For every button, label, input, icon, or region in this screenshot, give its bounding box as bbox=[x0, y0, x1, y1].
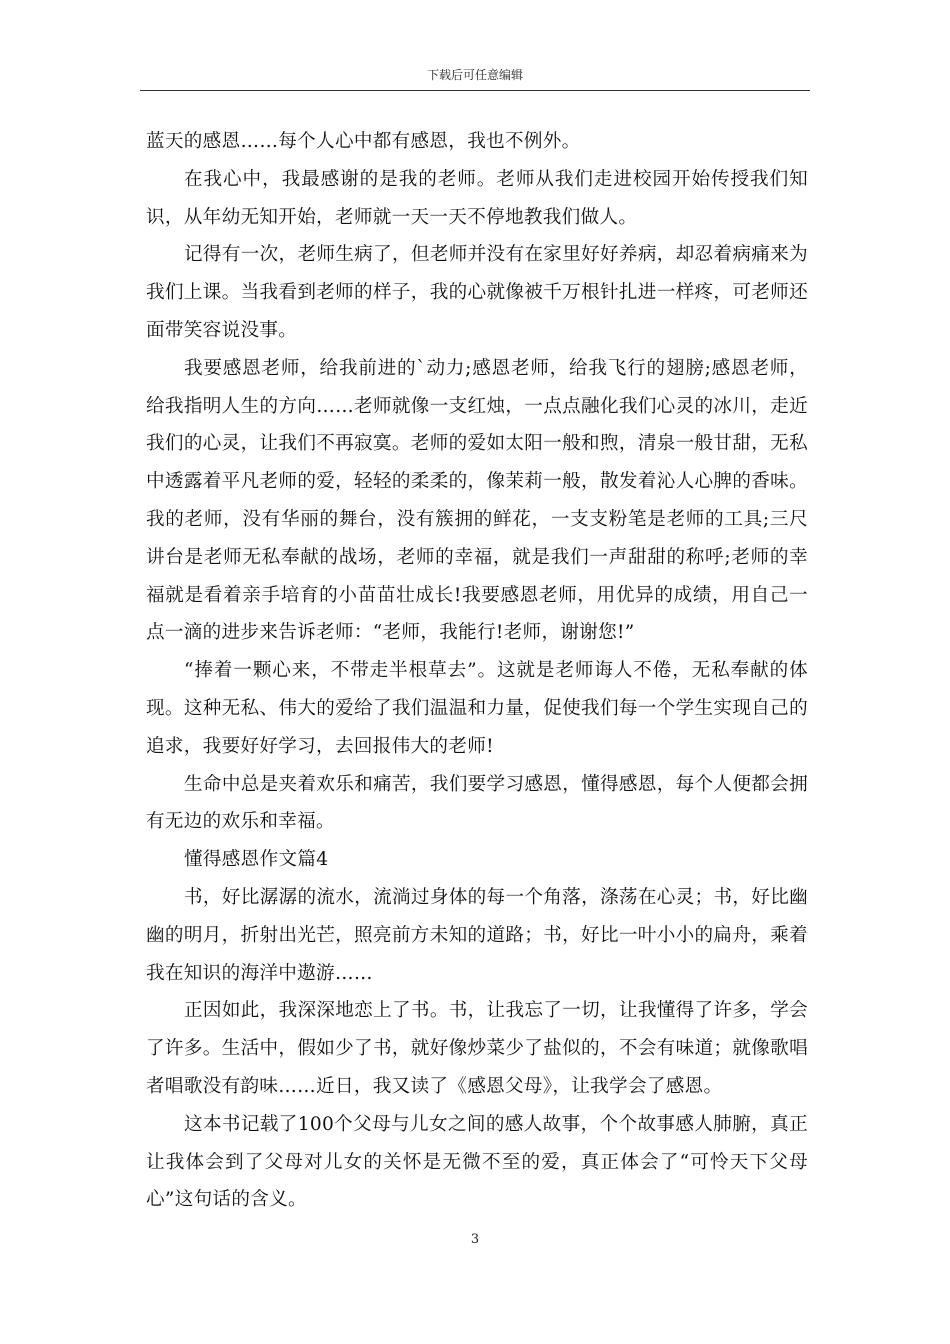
paragraph: 我要感恩老师，给我前进的`动力;感恩老师，给我飞行的翅膀;感恩老师，给我指明人生的方向……老师就像一支红烛，一点点融化我们心灵的冰川，走近我们的心灵，让我们不再寂寞。老师的爱如太阳一般和煦，清泉一般甘甜，无私中透露着平凡老师的爱，轻轻的柔柔的，像茉莉一般，散发着沁人心脾的香味。我的老师，没有华丽的舞台，没有簇拥的鲜花，一支支粉笔是老师的工具;三尺讲台是老师无私奉献的战场，老师的幸福，就是我们一声甜甜的称呼;老师的幸福就是看着亲手培育的小苗苗壮成长!我要感恩老师，用优异的成绩，用自己一点一滴的进步来告诉老师：“老师，我能行!老师，谢谢您!” bbox=[146, 357, 808, 644]
paragraph: 记得有一次，老师生病了，但老师并没有在家里好好养病，却忍着病痛来为我们上课。当我看到老师的样子，我的心就像被千万根针扎进一样疼，可老师还面带笑容说没事。 bbox=[146, 244, 808, 341]
paragraph: “捧着一颗心来，不带走半根草去”。这就是老师诲人不倦，无私奉献的体现。这种无私、伟大的爱给了我们温温和力量，促使我们每一个学生实现自己的追求，我要好好学习，去回报伟大的老师! bbox=[146, 660, 808, 757]
paragraph: 书，好比潺潺的流水，流淌过身体的每一个角落，涤荡在心灵；书，好比幽幽的明月，折射出光芒，照亮前方未知的道路；书，好比一叶小小的扁舟，乘着我在知识的海洋中遨游…… bbox=[146, 886, 808, 984]
document-body bbox=[146, 123, 808, 1219]
paragraph: 在我心中，我最感谢的是我的老师。老师从我们走进校园开始传授我们知识，从年幼无知开始，老师就一天一天不停地教我们做人。 bbox=[146, 168, 808, 228]
page-header: 下载后可任意编辑 bbox=[426, 68, 523, 82]
page-number: 3 bbox=[470, 1232, 480, 1247]
paragraph: 生命中总是夹着欢乐和痛苦，我们要学习感恩，懂得感恩，每个人便都会拥有无边的欢乐和幸福。 bbox=[146, 773, 808, 833]
section-title: 懂得感恩作文篇4 bbox=[184, 849, 329, 871]
paragraph: 正因如此，我深深地恋上了书。书，让我忘了一切，让我懂得了许多，学会了许多。生活中，假如少了书，就好像炒菜少了盐似的，不会有味道；就像歌唱者唱歌没有韵味……近日，我又读了《感恩父母》，让我学会了感恩。 bbox=[146, 1000, 808, 1097]
header-divider bbox=[140, 90, 810, 91]
paragraph: 这本书记载了100个父母与儿女之间的感人故事，个个故事感人肺腑，真正让我体会到了父母对儿女的关怀是无微不至的爱，真正体会了“可怜天下父母心”这句话的含义。 bbox=[146, 1113, 808, 1211]
paragraph: 蓝天的感恩……每个人心中都有感恩，我也不例外。 bbox=[146, 131, 581, 152]
